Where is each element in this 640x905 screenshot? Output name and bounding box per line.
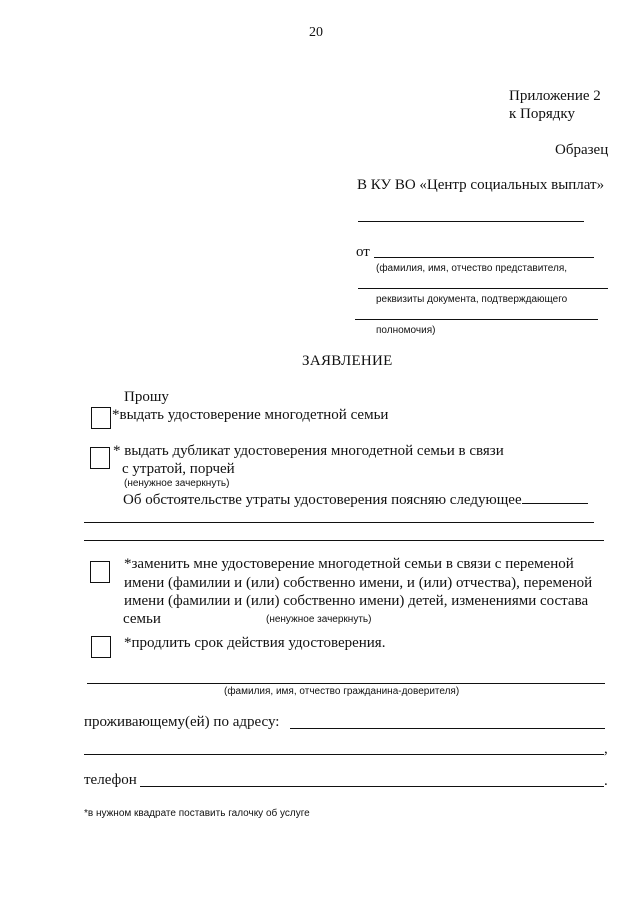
checkbox-issue-duplicate[interactable] [90,447,110,469]
footnote: *в нужном квадрате поставить галочку об услуге [84,808,310,819]
blank-line-from[interactable] [374,257,594,258]
from-label: от [356,244,370,260]
checkbox-extend-validity[interactable] [91,636,111,658]
option-replace-line1: *заменить мне удостоверение многодетной семьи в связи с переменой [124,556,574,572]
option-issue-duplicate-line2: с утратой, порчей [122,461,235,477]
blank-line-explanation-2[interactable] [84,522,594,523]
phone-period: . [604,773,608,789]
request-intro: Прошу [124,389,169,405]
loss-explanation-label [123,491,588,509]
blank-line-document[interactable] [355,319,598,320]
appendix-to-label: к Порядку [509,106,575,122]
option-extend-validity: *продлить срок действия удостоверения. [124,635,386,651]
blank-line-explanation[interactable] [522,503,588,504]
grantor-hint: (фамилия, имя, отчество гражданина-доверителя) [224,686,460,697]
option-replace-line4: семьи [123,611,161,627]
blank-line-address-2[interactable] [84,754,604,755]
option-replace-line2: имени (фамилии и (или) собственно имени, и (или) отчества), переменой [124,575,593,591]
option-issue-duplicate-line1: * выдать дубликат удостоверения многодетной семьи в связи [113,443,504,459]
address-label: проживающему(ей) по адресу: [84,714,280,730]
blank-line-address[interactable] [290,728,605,729]
phone-label: телефон [84,772,137,788]
recipient-label: В КУ ВО «Центр социальных выплат» [357,177,605,193]
sample-label: Образец [555,142,609,158]
replace-hint: (ненужное зачеркнуть) [266,614,372,625]
page-number: 20 [309,25,323,40]
checkbox-replace-certificate[interactable] [90,561,110,583]
representative-hint-1: (фамилия, имя, отчество представителя, [376,263,568,274]
blank-line-recipient[interactable] [358,221,584,222]
appendix-label: Приложение 2 [509,88,601,104]
blank-line-phone[interactable] [140,786,604,787]
blank-line-grantor[interactable] [87,683,605,684]
option-replace-line3: имени (фамилии и (или) собственно имени) детей, изменениями состава [124,593,589,609]
representative-hint-3: полномочия) [376,325,436,336]
representative-hint-2: реквизиты документа, подтверждающего [376,294,568,305]
option-issue-certificate: *выдать удостоверение многодетной семьи [112,407,389,423]
checkbox-issue-certificate[interactable] [91,407,111,429]
loss-explanation-text: Об обстоятельстве утраты удостоверения поясняю следующее [123,492,522,508]
duplicate-hint: (ненужное зачеркнуть) [124,478,230,489]
blank-line-explanation-3[interactable] [84,540,604,541]
address-comma: , [604,741,608,757]
document-title: ЗАЯВЛЕНИЕ [302,353,393,369]
blank-line-representative[interactable] [358,288,608,289]
